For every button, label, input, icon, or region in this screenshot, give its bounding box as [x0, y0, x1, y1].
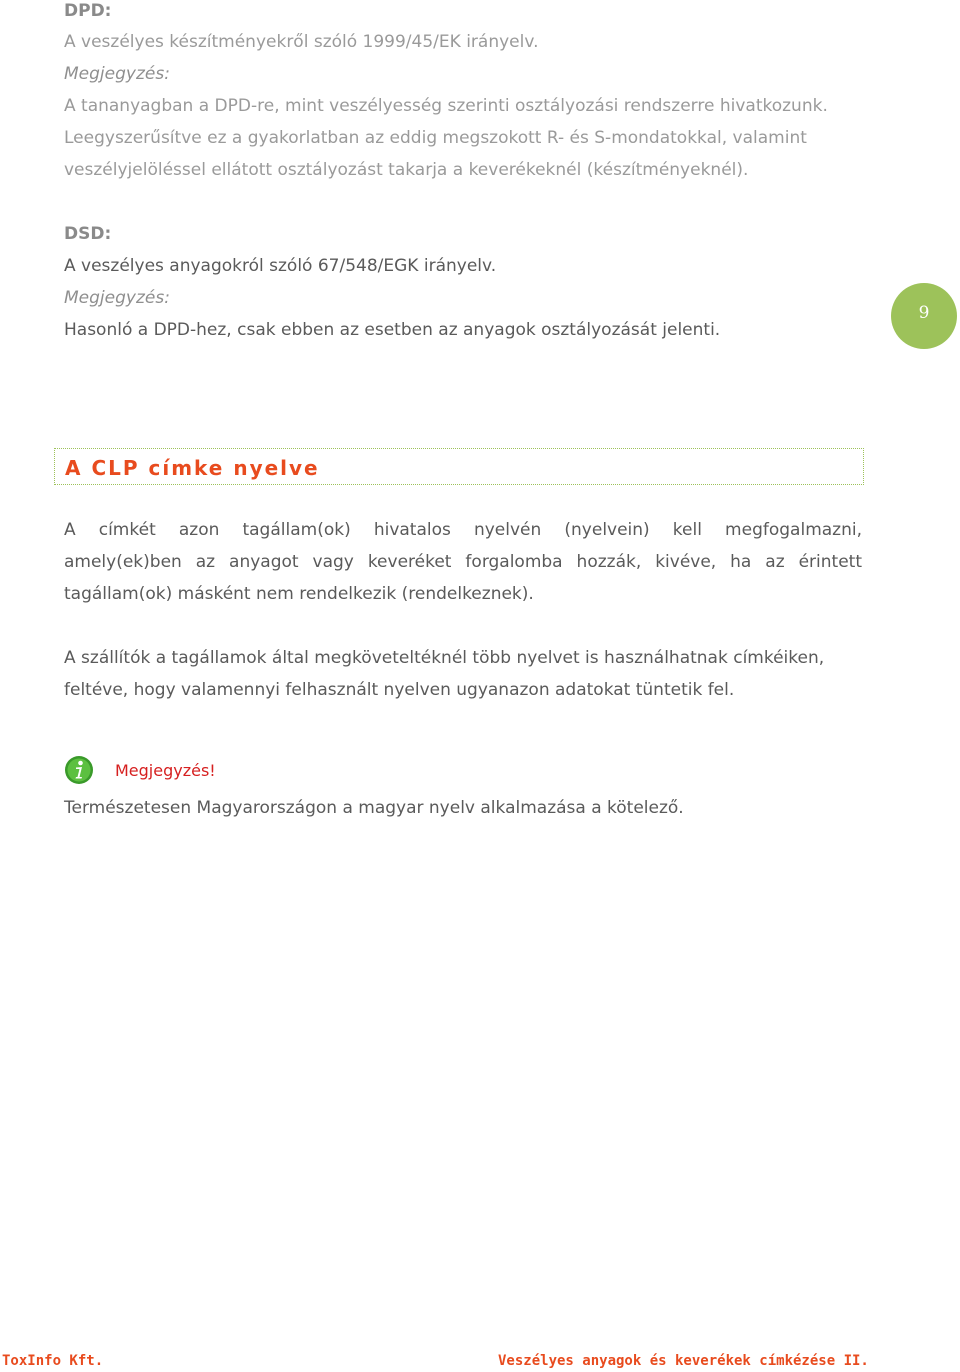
footer-title: Veszélyes anyagok és keverékek címkézése II.	[498, 1353, 869, 1369]
paragraph-line: A szállítók a tagállamok által megköveteltéknél több nyelvet is használhatnak címkéiken,	[64, 648, 825, 668]
section-title: A CLP címke nyelve	[65, 456, 320, 480]
dsd-heading: DSD:	[64, 224, 112, 244]
dpd-definition: A veszélyes készítményekről szóló 1999/45/EK irányelv.	[64, 32, 539, 52]
section-heading-box	[54, 448, 864, 485]
paragraph-line: tagállam(ok) másként nem rendelkezik (rendelkeznek).	[64, 584, 534, 604]
dpd-note-line: veszélyjelöléssel ellátott osztályozást takarja a keverékeknél (készítményeknél).	[64, 160, 749, 180]
info-icon	[64, 755, 94, 785]
dsd-definition: A veszélyes anyagokról szóló 67/548/EGK irányelv.	[64, 256, 497, 276]
note-text: Természetesen Magyarországon a magyar nyelv alkalmazása a kötelező.	[64, 798, 684, 818]
paragraph-line: A címkét azon tagállam(ok) hivatalos nyelvén (nyelvein) kell megfogalmazni,	[64, 520, 862, 540]
paragraph-line: amely(ek)ben az anyagot vagy keveréket forgalomba hozzák, kivéve, ha az érintett	[64, 552, 862, 572]
dsd-note-label: Megjegyzés:	[64, 288, 170, 308]
dsd-note-line: Hasonló a DPD-hez, csak ebben az esetben az anyagok osztályozását jelenti.	[64, 320, 721, 340]
footer-company: ToxInfo Kft.	[2, 1353, 104, 1369]
dpd-note-line: A tananyagban a DPD-re, mint veszélyesség szerinti osztályozási rendszerre hivatkozunk.	[64, 96, 828, 116]
note-label: Megjegyzés!	[115, 761, 216, 780]
dpd-heading: DPD:	[64, 1, 112, 21]
dpd-note-line: Leegyszerűsítve ez a gyakorlatban az eddig megszokott R- és S-mondatokkal, valamint	[64, 128, 807, 148]
page-number-badge: 9	[891, 283, 957, 349]
dpd-note-label: Megjegyzés:	[64, 64, 170, 84]
paragraph-line: feltéve, hogy valamennyi felhasznált nyelven ugyanazon adatokat tüntetik fel.	[64, 680, 735, 700]
